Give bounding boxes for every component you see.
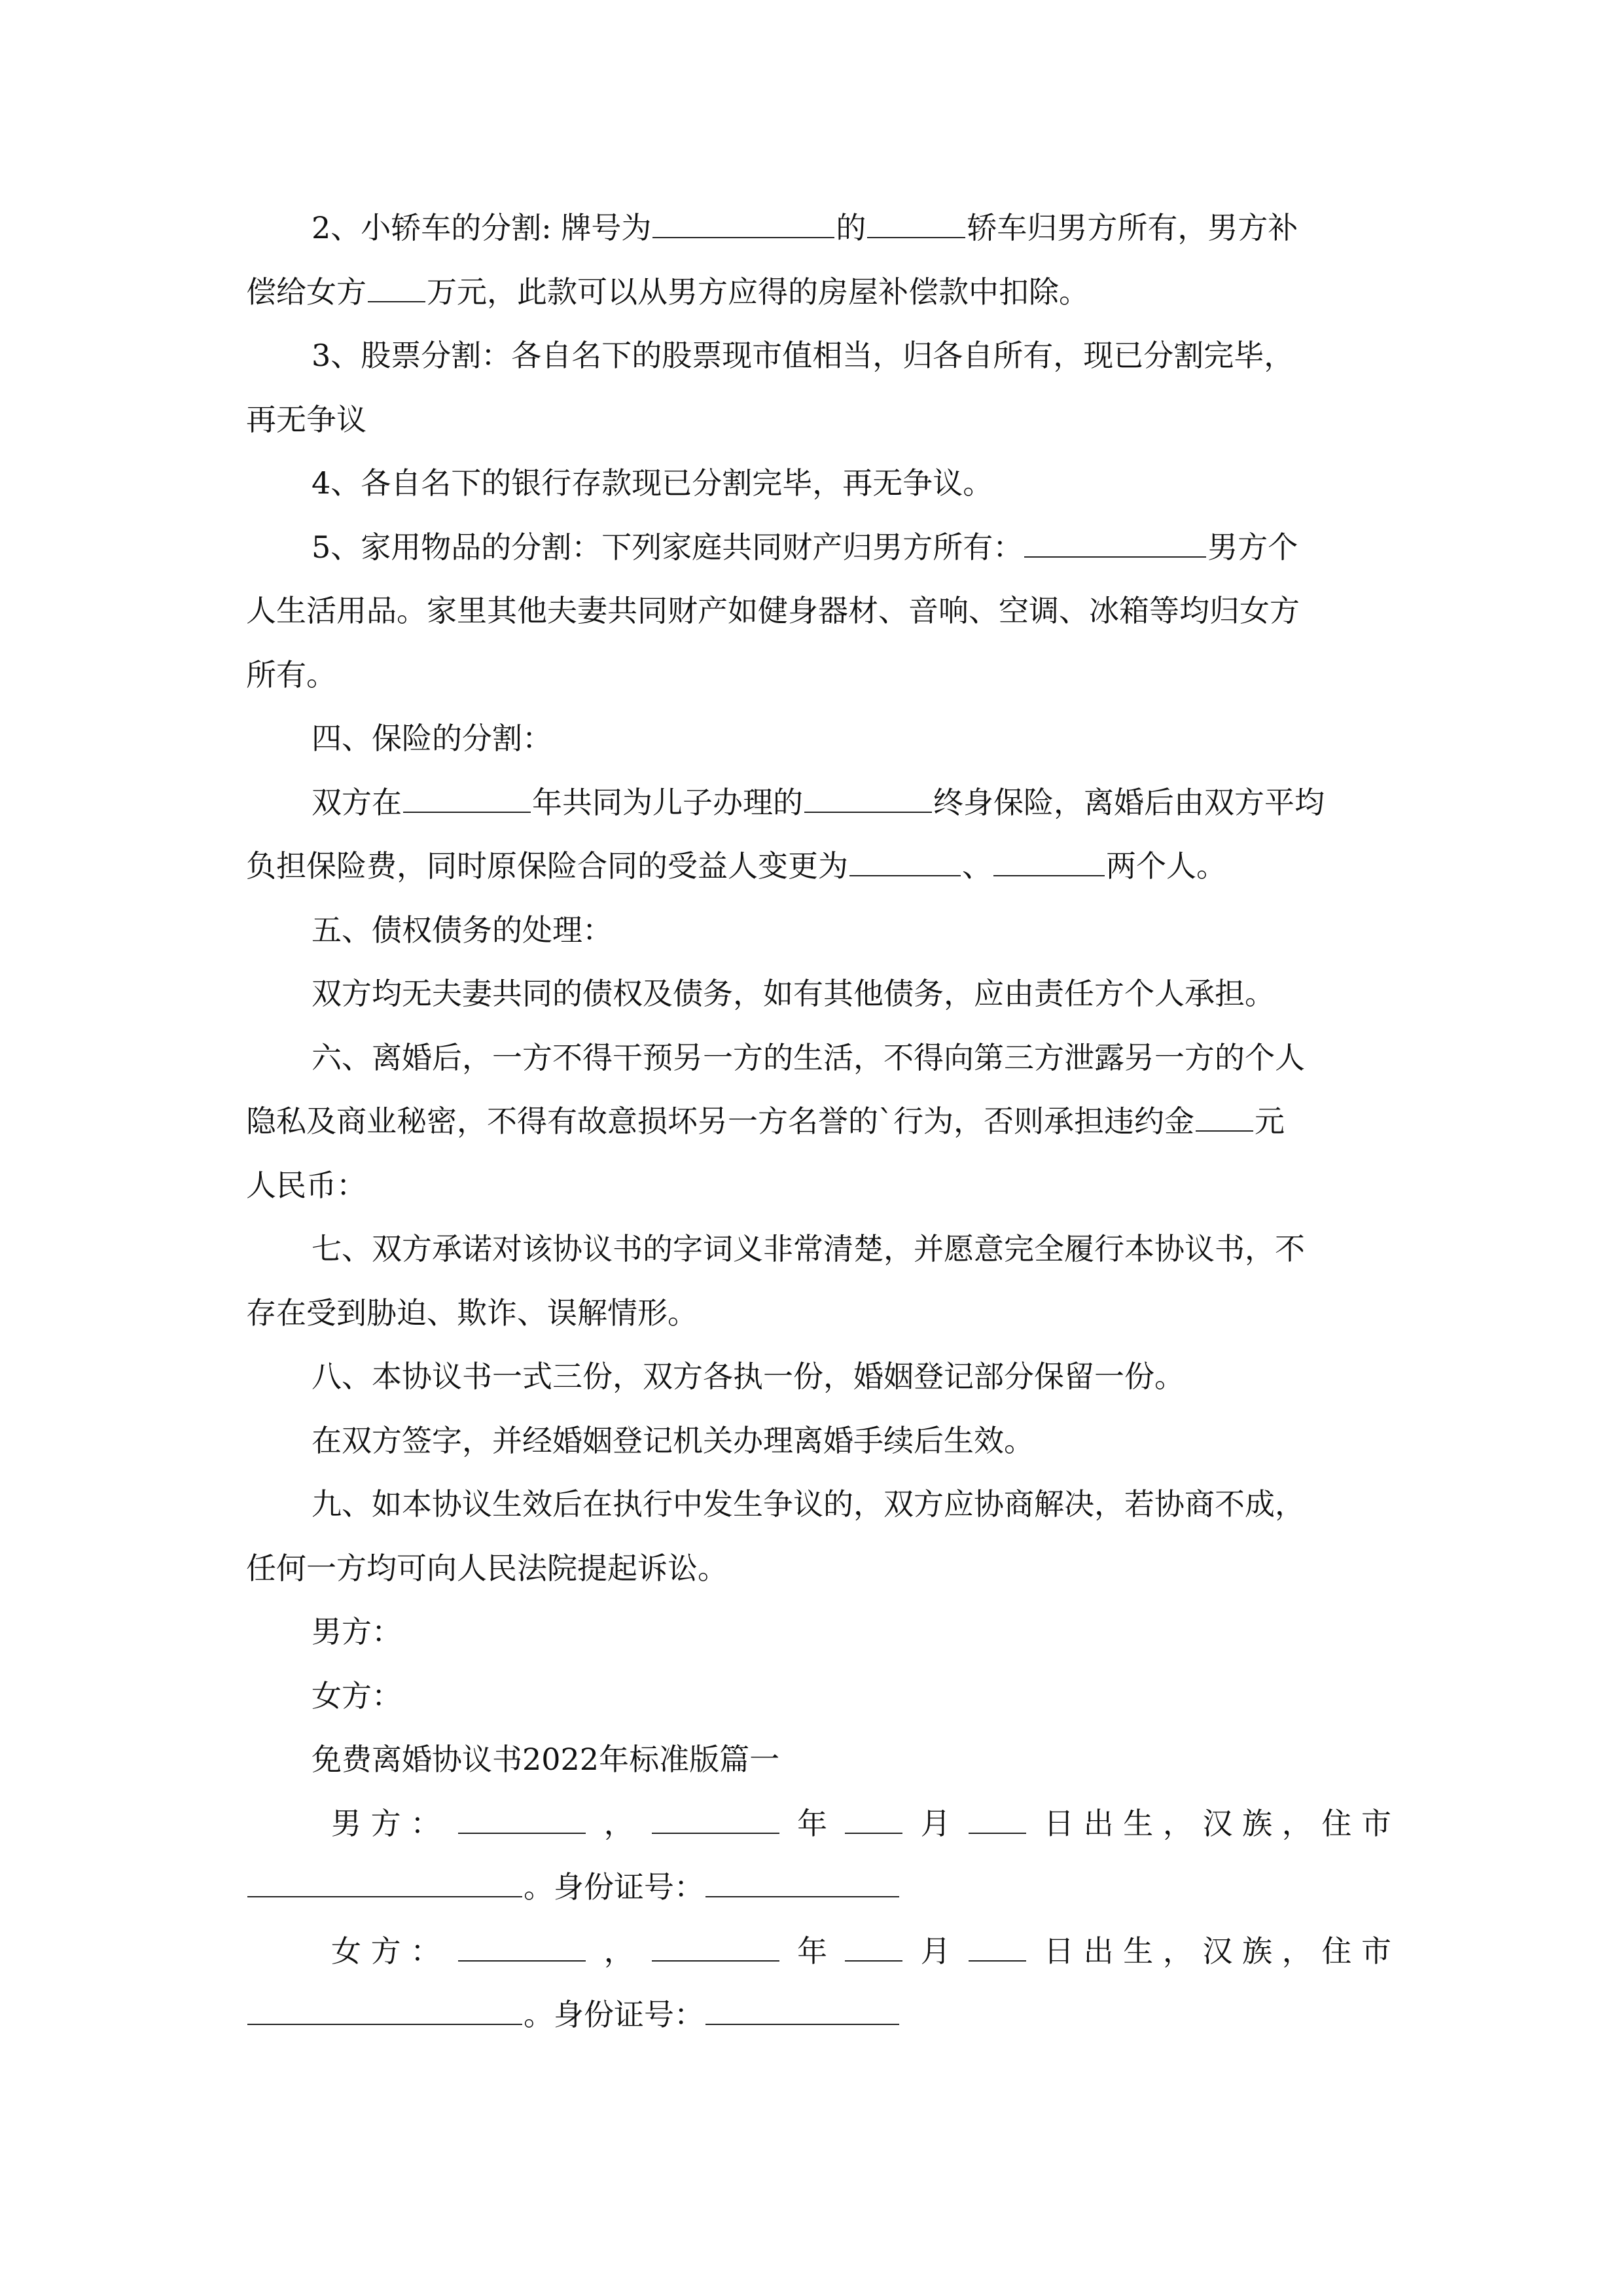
text: 七、双方承诺对该协议书的字词义非常清楚，并愿意完全履行本协议书，不 <box>312 1231 1305 1266</box>
text: 。身份证号： <box>524 1869 704 1905</box>
blank-field[interactable] <box>652 1806 779 1834</box>
text: 所有。 <box>246 656 336 692</box>
text: 男方个 <box>1207 529 1298 565</box>
female-info-line2 <box>246 1983 1391 2047</box>
text: 3、股票分割：各自名下的股票现市值相当，归各自所有，现已分割完毕， <box>312 338 1294 373</box>
text: 男方： <box>312 1614 402 1649</box>
text: 偿给女方 <box>246 274 366 310</box>
text: 双方在 <box>312 784 402 820</box>
text: 五、债权债务的处理： <box>312 912 613 948</box>
blank-field[interactable] <box>652 1934 779 1962</box>
blank-field[interactable] <box>705 1998 899 2025</box>
paragraph-household-line1 <box>246 516 1391 580</box>
text: 人民币： <box>246 1167 366 1203</box>
paragraph-effective <box>246 1409 1391 1473</box>
text: 轿车归男方所有，男方补 <box>967 210 1298 245</box>
text: 八、本协议书一式三份，双方各执一份，婚姻登记部分保留一份。 <box>312 1359 1185 1394</box>
male-info-line1 <box>246 1792 1391 1856</box>
blank-field[interactable] <box>247 1870 522 1897</box>
blank-field[interactable] <box>403 785 531 813</box>
sub-title <box>246 1728 1391 1792</box>
male-info-line2 <box>246 1856 1391 1920</box>
paragraph-insurance-line2 <box>246 834 1391 899</box>
signature-female <box>246 1664 1391 1729</box>
text: 人生活用品。家里其他夫妻共同财产如健身器材、音响、空调、冰箱等均归女方 <box>246 593 1300 628</box>
text: 隐私及商业秘密，不得有故意损坏另一方名誉的`行为，否则承担违约金 <box>246 1103 1194 1139</box>
text: 六、离婚后，一方不得干预另一方的生活，不得向第三方泄露另一方的个人 <box>312 1039 1305 1075</box>
paragraph-commitment-line1 <box>246 1217 1391 1282</box>
text: 双方均无夫妻共同的债权及债务，如有其他债务，应由责任方个人承担。 <box>312 976 1275 1011</box>
paragraph-car-line1 <box>246 196 1391 260</box>
section-heading-insurance <box>246 707 1391 771</box>
document-body <box>246 196 1391 2047</box>
blank-field[interactable] <box>1196 1104 1253 1132</box>
text: 日 出 生 ， 汉 族 ， 住 市 <box>1044 1933 1391 1969</box>
paragraph-dispute-line2 <box>246 1537 1391 1601</box>
text: 。身份证号： <box>524 1997 704 2032</box>
text: 负担保险费，同时原保险合同的受益人变更为 <box>246 848 848 884</box>
blank-field[interactable] <box>993 849 1105 876</box>
paragraph-stock-line2 <box>246 388 1391 452</box>
paragraph-privacy-line1 <box>246 1026 1391 1090</box>
blank-field[interactable] <box>368 275 425 302</box>
blank-field[interactable] <box>705 1870 899 1897</box>
text: 日 出 生 ， 汉 族 ， 住 市 <box>1044 1805 1391 1841</box>
text: 再无争议 <box>246 401 366 437</box>
text: 九、如本协议生效后在执行中发生争议的，双方应协商解决，若协商不成， <box>312 1486 1305 1522</box>
paragraph-household-line2 <box>246 579 1391 643</box>
blank-field[interactable] <box>247 1998 522 2025</box>
text: 月 <box>920 1805 951 1841</box>
text: 年 <box>797 1805 828 1841</box>
section-heading-debts <box>246 899 1391 963</box>
text: ， <box>603 1933 634 1969</box>
male-label: 男 方 ： <box>331 1805 441 1841</box>
text: 元 <box>1255 1103 1285 1139</box>
text: 四、保险的分割： <box>312 721 552 756</box>
text: 、 <box>962 848 992 884</box>
blank-field[interactable] <box>849 849 961 876</box>
paragraph-car-line2 <box>246 260 1391 325</box>
blank-field[interactable] <box>804 785 932 813</box>
text: 女方： <box>312 1677 402 1713</box>
blank-field[interactable] <box>1024 530 1206 558</box>
blank-field[interactable] <box>652 211 834 238</box>
blank-field[interactable] <box>969 1806 1026 1834</box>
text: 存在受到胁迫、欺诈、误解情形。 <box>246 1295 698 1331</box>
blank-field[interactable] <box>458 1934 586 1962</box>
text: 年 <box>797 1933 828 1969</box>
text: 5、家用物品的分割：下列家庭共同财产归男方所有： <box>312 529 1024 565</box>
paragraph-deposit <box>246 452 1391 516</box>
text: 万元，此款可以从男方应得的房屋补偿款中扣除。 <box>427 274 1089 310</box>
text: 年共同为儿子办理的 <box>532 784 803 820</box>
blank-field[interactable] <box>845 1806 902 1834</box>
paragraph-commitment-line2 <box>246 1282 1391 1346</box>
text: 4、各自名下的银行存款现已分割完毕，再无争议。 <box>312 465 993 501</box>
text: 任何一方均可向人民法院提起诉讼。 <box>246 1550 728 1586</box>
blank-field[interactable] <box>458 1806 586 1834</box>
female-info-line1 <box>246 1920 1391 1984</box>
text: 的 <box>836 210 866 245</box>
text: 免费离婚协议书2022年标准版篇一 <box>312 1742 780 1777</box>
paragraph-copies <box>246 1345 1391 1409</box>
paragraph-debts <box>246 962 1391 1026</box>
text: ， <box>603 1805 634 1841</box>
text: 在双方签字，并经婚姻登记机关办理离婚手续后生效。 <box>312 1422 1034 1458</box>
text: 终身保险，离婚后由双方平均 <box>933 784 1325 820</box>
paragraph-household-line3 <box>246 643 1391 708</box>
blank-field[interactable] <box>867 211 965 238</box>
paragraph-privacy-line3 <box>246 1154 1391 1218</box>
signature-male <box>246 1600 1391 1664</box>
blank-field[interactable] <box>969 1934 1026 1962</box>
paragraph-dispute-line1 <box>246 1473 1391 1537</box>
paragraph-privacy-line2 <box>246 1090 1391 1154</box>
text: 月 <box>920 1933 951 1969</box>
text: 两个人。 <box>1106 848 1226 884</box>
paragraph-insurance-line1 <box>246 771 1391 835</box>
blank-field[interactable] <box>845 1934 902 1962</box>
text: 2、小轿车的分割: 牌号为 <box>312 210 652 245</box>
female-label: 女 方 ： <box>331 1933 441 1969</box>
paragraph-stock-line1 <box>246 324 1391 388</box>
